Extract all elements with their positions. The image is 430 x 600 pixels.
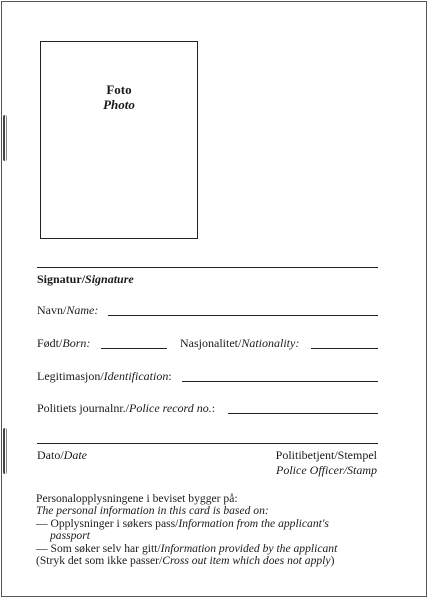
footer-line1: Personalopplysningene i beviset bygger på: — [36, 492, 238, 505]
date-officer-line[interactable] — [37, 443, 378, 444]
photo-label-en: Photo — [103, 97, 135, 112]
born-label: Født/Born: — [37, 336, 91, 350]
name-label: Navn/Name: — [37, 303, 99, 317]
police-record-label: Politiets journalnr./Police record no.: — [37, 401, 216, 415]
officer-label: Politibetjent/Stempel Police Officer/Stamp — [275, 448, 377, 477]
nationality-line[interactable] — [311, 348, 378, 349]
footer-info — [36, 493, 386, 567]
date-label: Dato/Date — [37, 448, 87, 462]
staple-bottom — [3, 428, 7, 474]
police-record-line[interactable] — [228, 413, 378, 414]
signature-line — [37, 267, 378, 268]
nationality-label: Nasjonalitet/Nationality: — [180, 336, 300, 350]
signature-label: Signatur/Signature — [37, 272, 134, 286]
staple-top — [3, 115, 7, 161]
footer-item1: — Opplysninger i søkers pass/Information from the applicant's — [36, 516, 329, 530]
identification-label: Legitimasjon/Identification: — [37, 369, 172, 383]
name-line[interactable] — [108, 315, 378, 316]
born-line[interactable] — [101, 348, 167, 349]
photo-label — [41, 82, 197, 112]
photo-box — [40, 41, 198, 239]
footer-item2: — Som søker selv har gitt/Information provided by the applicant — [36, 541, 338, 555]
footer-line2: The personal information in this card is based on: — [36, 504, 269, 518]
footer-note: (Stryk det som ikke passer/Cross out item which does not apply) — [36, 554, 335, 568]
photo-label-no: Foto — [106, 82, 132, 97]
footer-item1-cont: passport — [50, 529, 90, 543]
identification-line[interactable] — [182, 381, 378, 382]
